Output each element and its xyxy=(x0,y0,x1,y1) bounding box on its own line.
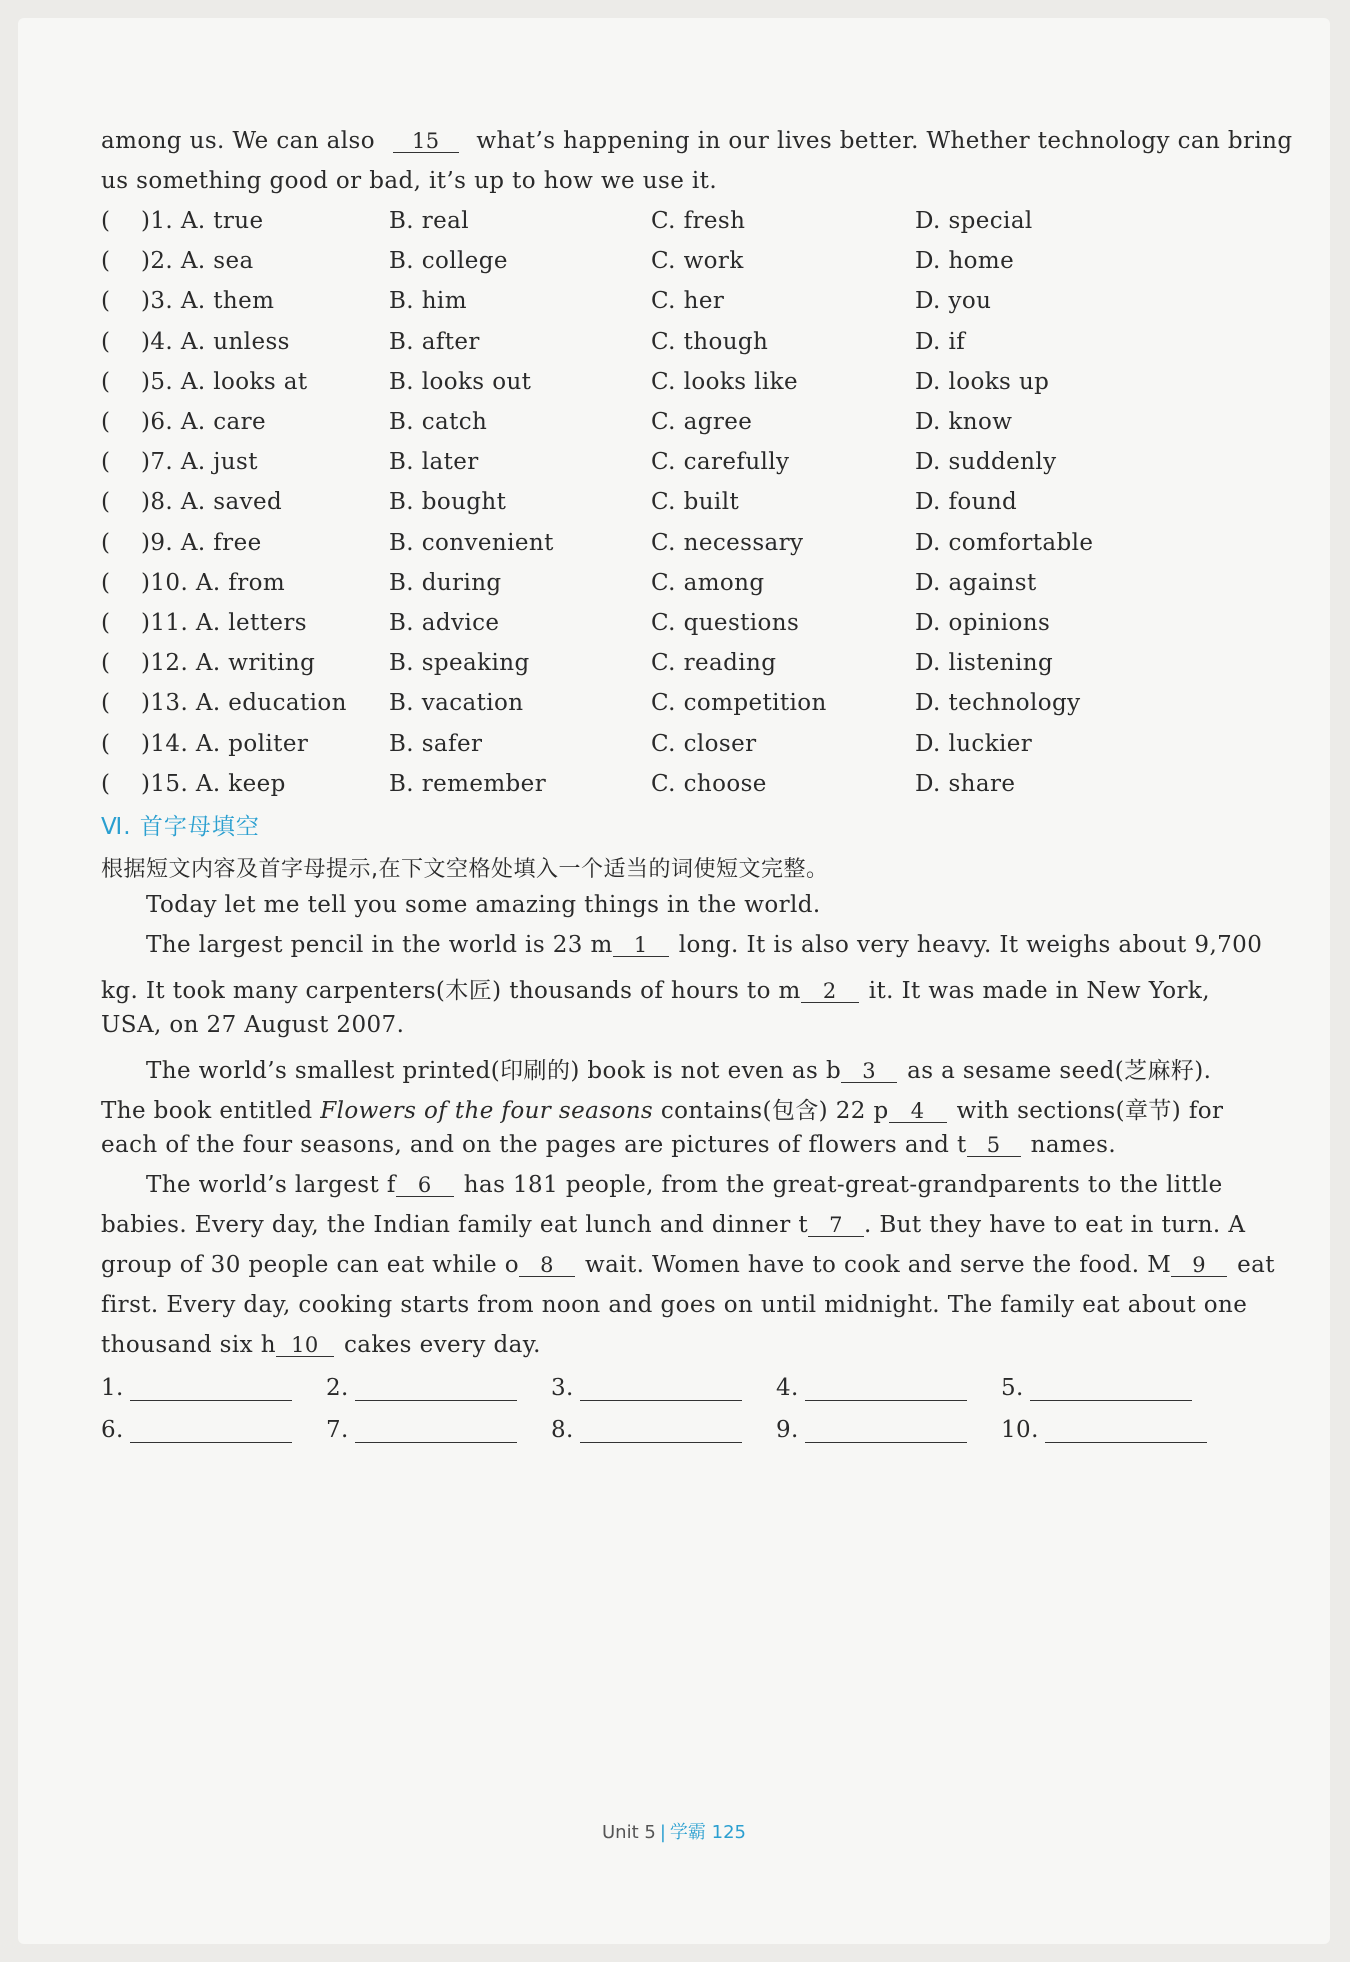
answer-number: 8. xyxy=(551,1417,574,1443)
passage-text: each of the four seasons, and on the pages are pictures of flowers and t xyxy=(101,1132,967,1158)
answer-paren[interactable]: ( xyxy=(101,328,111,355)
passage-line xyxy=(101,1092,1223,1125)
answer-slot xyxy=(326,1416,517,1443)
option-b[interactable]: B. advice xyxy=(389,610,500,636)
passage-text: babies. Every day, the Indian family eat lunch and dinner t xyxy=(101,1212,808,1238)
option-a[interactable]: )11. A. letters xyxy=(141,610,307,636)
option-d[interactable]: D. suddenly xyxy=(915,449,1057,476)
option-d[interactable]: D. comfortable xyxy=(915,529,1094,556)
option-d[interactable]: D. looks up xyxy=(915,368,1050,395)
answer-number: 7. xyxy=(326,1417,349,1443)
passage-text: names. xyxy=(1030,1132,1117,1158)
option-d[interactable]: D. against xyxy=(915,569,1037,596)
passage-text: . But they have to eat in turn. A xyxy=(863,1212,1246,1238)
answer-paren[interactable]: ( xyxy=(101,288,111,315)
section-title: Ⅵ. 首字母填空 xyxy=(101,814,260,840)
passage-line xyxy=(101,1212,1245,1238)
answer-slot xyxy=(551,1374,742,1401)
option-b[interactable]: B. college xyxy=(389,248,508,275)
option-a[interactable]: )9. A. free xyxy=(141,529,262,556)
option-a[interactable]: )14. A. politer xyxy=(141,730,309,757)
blank-5: 5 xyxy=(967,1134,1021,1157)
answer-blank[interactable] xyxy=(580,1416,742,1443)
answer-blank[interactable] xyxy=(130,1416,292,1443)
answer-number: 3. xyxy=(551,1375,574,1401)
option-c[interactable]: C. competition xyxy=(651,690,827,717)
blank-10: 10 xyxy=(276,1334,334,1357)
option-b[interactable]: B. him xyxy=(389,288,467,315)
passage-text: group of 30 people can eat while o xyxy=(101,1252,520,1278)
option-c[interactable]: C. choose xyxy=(651,770,767,797)
blank-15: 15 xyxy=(393,130,459,153)
passage-line xyxy=(146,1172,1223,1198)
answer-number: 5. xyxy=(1001,1375,1024,1401)
option-c[interactable]: C. built xyxy=(651,489,740,516)
answer-slot xyxy=(551,1416,742,1443)
option-c[interactable]: C. among xyxy=(651,569,765,596)
passage-text: kg. It took many carpenters(木匠) thousands of hours to m xyxy=(101,978,801,1004)
answer-slot xyxy=(101,1374,292,1401)
passage-text: wait. Women have to cook and serve the food. M xyxy=(585,1252,1172,1278)
blank-7: 7 xyxy=(808,1214,864,1237)
answer-blank[interactable] xyxy=(355,1374,517,1401)
passage-text: cakes every day. xyxy=(343,1332,541,1358)
option-c[interactable]: C. her xyxy=(651,288,725,315)
footer-brand: 学霸 xyxy=(669,1822,706,1843)
passage-text: it. It was made in New York, xyxy=(868,978,1210,1004)
answer-paren[interactable]: ( xyxy=(101,650,111,677)
passage-line xyxy=(101,1332,541,1358)
answer-slot xyxy=(1001,1374,1192,1401)
footer-unit: Unit 5 xyxy=(602,1822,656,1843)
passage-text: The world’s smallest printed(印刷的) book is not even as b xyxy=(146,1058,842,1084)
answer-slot xyxy=(776,1374,967,1401)
answer-paren[interactable]: ( xyxy=(101,690,111,717)
answer-paren[interactable]: ( xyxy=(101,770,111,797)
option-b[interactable]: B. speaking xyxy=(389,650,530,677)
passage-text: eat xyxy=(1237,1252,1275,1278)
book-title: Flowers of the four seasons xyxy=(320,1098,654,1124)
passage-text: long. It is also very heavy. It weighs about 9,700 xyxy=(678,932,1263,958)
option-d[interactable]: D. technology xyxy=(915,690,1081,717)
passage-text: has 181 people, from the great-great-grandparents to the little xyxy=(463,1172,1223,1198)
worksheet-page xyxy=(18,18,1330,1944)
option-b[interactable]: B. after xyxy=(389,328,480,355)
passage-text: as a sesame seed(芝麻籽). xyxy=(907,1058,1212,1084)
section-instruction: 根据短文内容及首字母提示,在下文空格处填入一个适当的词使短文完整。 xyxy=(101,857,829,882)
option-d[interactable]: D. special xyxy=(915,208,1033,234)
answer-paren[interactable]: ( xyxy=(101,449,111,476)
answer-paren[interactable]: ( xyxy=(101,529,111,556)
option-a[interactable]: )13. A. education xyxy=(141,690,347,717)
option-c[interactable]: C. agree xyxy=(651,409,753,435)
option-b[interactable]: B. real xyxy=(389,208,469,234)
option-b[interactable]: B. bought xyxy=(389,489,507,516)
answer-number: 10. xyxy=(1001,1417,1039,1443)
option-a[interactable]: )7. A. just xyxy=(141,449,258,476)
answer-paren[interactable]: ( xyxy=(101,569,111,596)
option-b[interactable]: B. catch xyxy=(389,409,488,435)
option-d[interactable]: D. know xyxy=(915,409,1013,435)
option-b[interactable]: B. safer xyxy=(389,730,483,757)
passage-text: The world’s largest f xyxy=(146,1172,396,1198)
intro-text: among us. We can also xyxy=(101,128,375,154)
option-c[interactable]: C. reading xyxy=(651,650,777,677)
intro-line-1 xyxy=(101,128,1293,154)
passage-line xyxy=(101,1252,1275,1278)
blank-2: 2 xyxy=(801,980,859,1003)
footer-separator: | xyxy=(659,1822,666,1843)
option-c[interactable]: C. carefully xyxy=(651,449,790,476)
option-c[interactable]: C. work xyxy=(651,248,744,275)
answer-blank[interactable] xyxy=(580,1374,742,1401)
option-d[interactable]: D. listening xyxy=(915,650,1054,677)
option-d[interactable]: D. home xyxy=(915,248,1015,275)
option-b[interactable]: B. convenient xyxy=(389,529,554,556)
passage-line xyxy=(146,1052,1211,1085)
option-a[interactable]: )6. A. care xyxy=(141,409,267,435)
answer-paren[interactable]: ( xyxy=(101,489,111,516)
option-a[interactable]: )5. A. looks at xyxy=(141,368,308,395)
option-b[interactable]: B. during xyxy=(389,569,502,596)
answer-slot xyxy=(1001,1416,1207,1443)
option-c[interactable]: C. closer xyxy=(651,730,757,757)
option-b[interactable]: B. looks out xyxy=(389,368,532,395)
option-a[interactable]: )15. A. keep xyxy=(141,770,286,797)
option-d[interactable]: D. you xyxy=(915,288,992,315)
blank-6: 6 xyxy=(396,1174,454,1197)
answer-number: 2. xyxy=(326,1375,349,1401)
intro-text: what’s happening in our lives better. Whether technology can bring xyxy=(476,128,1293,154)
option-b[interactable]: B. remember xyxy=(389,770,547,797)
option-d[interactable]: D. if xyxy=(915,328,966,355)
option-d[interactable]: D. luckier xyxy=(915,730,1033,757)
option-c[interactable]: C. fresh xyxy=(651,208,746,234)
passage-para-0: Today let me tell you some amazing things in the world. xyxy=(146,892,821,918)
answer-slot xyxy=(776,1416,967,1443)
answer-blank[interactable] xyxy=(805,1374,967,1401)
answer-blank[interactable] xyxy=(805,1416,967,1443)
option-c[interactable]: C. necessary xyxy=(651,529,804,556)
option-b[interactable]: B. vacation xyxy=(389,690,524,717)
option-d[interactable]: D. share xyxy=(915,770,1016,797)
option-d[interactable]: D. found xyxy=(915,489,1018,516)
answer-blank[interactable] xyxy=(1045,1416,1207,1443)
answer-blank[interactable] xyxy=(130,1374,292,1401)
option-a[interactable]: )10. A. from xyxy=(141,569,286,596)
passage-line xyxy=(101,972,1210,1005)
passage-text: contains(包含) 22 p xyxy=(660,1098,889,1124)
blank-8: 8 xyxy=(519,1254,575,1277)
answer-paren[interactable]: ( xyxy=(101,368,111,395)
passage-line xyxy=(101,1132,1116,1158)
passage-line xyxy=(146,932,1262,958)
passage-line: first. Every day, cooking starts from noon and goes on until midnight. The family eat about one xyxy=(101,1292,1248,1318)
blank-3: 3 xyxy=(841,1060,897,1083)
passage-text: thousand six h xyxy=(101,1332,276,1358)
option-a[interactable]: )8. A. saved xyxy=(141,489,283,516)
intro-line-2: us something good or bad, it’s up to how we use it. xyxy=(101,168,718,194)
option-a[interactable]: )3. A. them xyxy=(141,288,275,315)
option-a[interactable]: )2. A. sea xyxy=(141,248,254,275)
option-d[interactable]: D. opinions xyxy=(915,610,1051,636)
answer-blank[interactable] xyxy=(1030,1374,1192,1401)
option-a[interactable]: )4. A. unless xyxy=(141,328,290,355)
option-a[interactable]: )1. A. true xyxy=(141,208,264,234)
answer-paren[interactable]: ( xyxy=(101,208,111,234)
passage-text: The book entitled xyxy=(101,1098,313,1124)
answer-number: 1. xyxy=(101,1375,124,1401)
passage-text: The largest pencil in the world is 23 m xyxy=(146,932,613,958)
answer-number: 4. xyxy=(776,1375,799,1401)
answer-paren[interactable]: ( xyxy=(101,409,111,435)
answer-paren[interactable]: ( xyxy=(101,730,111,757)
option-b[interactable]: B. later xyxy=(389,449,479,476)
answer-number: 6. xyxy=(101,1417,124,1443)
answer-paren[interactable]: ( xyxy=(101,610,111,636)
option-c[interactable]: C. looks like xyxy=(651,368,798,395)
blank-4: 4 xyxy=(889,1100,947,1123)
answer-slot xyxy=(326,1374,517,1401)
page-footer xyxy=(18,1818,1330,1844)
passage-line: USA, on 27 August 2007. xyxy=(101,1012,405,1038)
option-a[interactable]: )12. A. writing xyxy=(141,650,316,677)
answer-paren[interactable]: ( xyxy=(101,248,111,275)
option-c[interactable]: C. questions xyxy=(651,610,800,636)
page-number: 125 xyxy=(711,1822,746,1843)
answer-slot xyxy=(101,1416,292,1443)
answer-number: 9. xyxy=(776,1417,799,1443)
passage-text: with sections(章节) for xyxy=(956,1098,1224,1124)
option-c[interactable]: C. though xyxy=(651,328,769,355)
blank-9: 9 xyxy=(1171,1254,1227,1277)
blank-1: 1 xyxy=(613,934,669,957)
answer-blank[interactable] xyxy=(355,1416,517,1443)
